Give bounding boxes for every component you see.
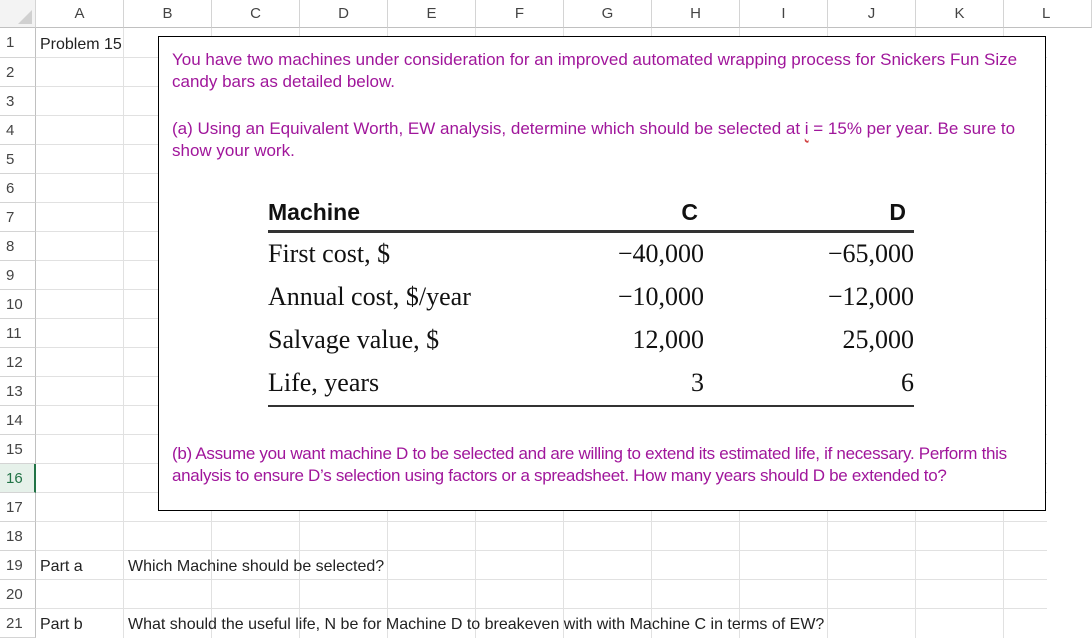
row-header-15[interactable]: 15	[0, 435, 36, 464]
cell-b21[interactable]: What should the useful life, N be for Machine D to breakeven with with Machine C in terms of EW?	[128, 616, 825, 633]
row-header-3[interactable]: 3	[0, 87, 36, 116]
row-header-16[interactable]: 16	[0, 464, 36, 493]
row-header-7[interactable]: 7	[0, 203, 36, 232]
machine-d-value: −12,000	[827, 282, 914, 311]
table-bottom-rule	[268, 405, 914, 407]
row-header-11[interactable]: 11	[0, 319, 36, 348]
table-row	[268, 319, 914, 361]
row-header-2[interactable]: 2	[0, 58, 36, 87]
gridline	[36, 550, 1047, 551]
row-label: First cost, $	[268, 239, 391, 268]
column-header-j[interactable]: J	[828, 0, 916, 28]
row-header-13[interactable]: 13	[0, 377, 36, 406]
row-header-18[interactable]: 18	[0, 522, 36, 551]
problem-part-a	[172, 118, 1032, 162]
select-all-triangle-icon	[18, 10, 32, 24]
table-row	[268, 233, 914, 275]
row-header-8[interactable]: 8	[0, 232, 36, 261]
column-header-h[interactable]: H	[652, 0, 740, 28]
row-header-12[interactable]: 12	[0, 348, 36, 377]
interest-rate-symbol: i	[804, 119, 809, 138]
row-header-6[interactable]: 6	[0, 174, 36, 203]
machine-d-value: −65,000	[827, 239, 914, 268]
row-header-4[interactable]: 4	[0, 116, 36, 145]
gridline	[36, 608, 1047, 609]
row-header-9[interactable]: 9	[0, 261, 36, 290]
column-header-l[interactable]: L	[1004, 0, 1092, 28]
part-a-text-start: (a) Using an Equivalent Worth, EW analysis, determine which should be selected at	[172, 119, 805, 138]
machine-c-value: 3	[691, 368, 704, 397]
row-label: Life, years	[268, 368, 380, 397]
row-header-20[interactable]: 20	[0, 580, 36, 609]
select-all-corner[interactable]	[0, 0, 36, 28]
machine-c-value: −10,000	[617, 282, 704, 311]
column-header-b[interactable]: B	[124, 0, 212, 28]
cell-a21[interactable]: Part b	[40, 616, 83, 633]
table-header-d: D	[889, 199, 906, 225]
column-header-e[interactable]: E	[388, 0, 476, 28]
cell-b19[interactable]: Which Machine should be selected?	[128, 558, 385, 575]
row-header-1[interactable]: 1	[0, 28, 36, 58]
column-header-g[interactable]: G	[564, 0, 652, 28]
column-header-c[interactable]: C	[212, 0, 300, 28]
row-header-17[interactable]: 17	[0, 493, 36, 522]
gridline	[36, 579, 1047, 580]
column-header-d[interactable]: D	[300, 0, 388, 28]
machine-c-value: −40,000	[617, 239, 704, 268]
row-header-19[interactable]: 19	[0, 551, 36, 580]
table-header-machine: Machine	[268, 199, 361, 225]
column-header-f[interactable]: F	[476, 0, 564, 28]
row-header-10[interactable]: 10	[0, 290, 36, 319]
column-header-a[interactable]: A	[36, 0, 124, 28]
row-header-5[interactable]: 5	[0, 145, 36, 174]
problem-intro: You have two machines under consideration for an improved automated wrapping process for Snickers Fun Size candy bars as detailed below.	[172, 50, 1018, 91]
cell-a19[interactable]: Part a	[40, 558, 83, 575]
table-header-c: C	[681, 199, 698, 225]
cell-a1[interactable]: Problem 15	[40, 36, 122, 53]
machine-c-value: 12,000	[632, 325, 704, 354]
gridline	[123, 28, 124, 638]
column-header-k[interactable]: K	[916, 0, 1004, 28]
problem-part-b: (b) Assume you want machine D to be selected and are willing to extend its estimated life, if necessary. Perform this analysis to ensure D’s selection using factors or a spreadsheet. How many years should D be extended to?	[172, 444, 1007, 485]
column-header-i[interactable]: I	[740, 0, 828, 28]
row-header-21[interactable]: 21	[0, 609, 36, 638]
machine-d-value: 25,000	[842, 325, 914, 354]
row-header-14[interactable]: 14	[0, 406, 36, 435]
problem-text-box[interactable]	[158, 36, 1046, 511]
part-a-text-end: = 15% per year. Be sure to show your work.	[172, 119, 1016, 160]
row-label: Annual cost, $/year	[268, 282, 471, 311]
table-row	[268, 276, 914, 318]
table-row	[268, 362, 914, 404]
gridline	[36, 521, 1047, 522]
row-label: Salvage value, $	[268, 325, 440, 354]
machine-d-value: 6	[901, 368, 914, 397]
